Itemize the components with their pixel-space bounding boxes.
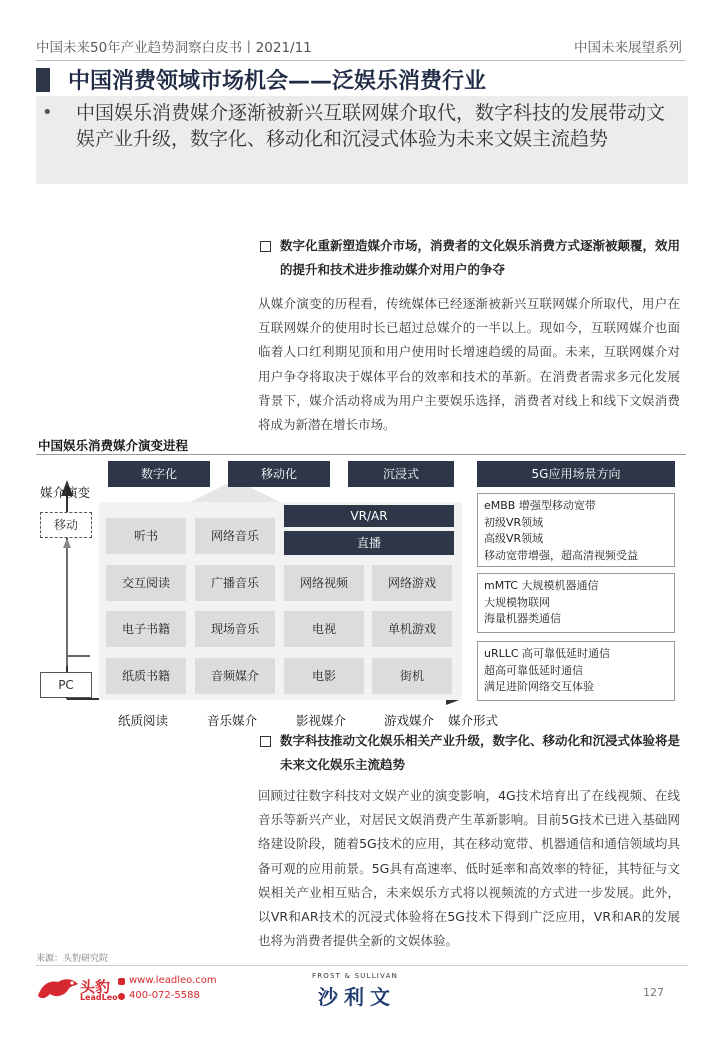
g5-embb-item: 初级VR领域: [484, 515, 544, 529]
diagram-title-divider: [36, 454, 686, 455]
diagram-title: 中国娱乐消费媒介演变进程: [38, 438, 189, 453]
cell-online-video: 网络视频: [284, 565, 364, 601]
cell-online-game: 网络游戏: [372, 565, 452, 601]
cell-interactive-reading: 交互阅读: [106, 565, 186, 601]
section2-paragraph: 回顾过往数字科技对文娱产业的演变影响，4G技术培育出了在线视频、在线音乐等新兴产业，对居民文娱消费产生革新影响。目前5G技术已进入基础网络建设阶段，随着5G技术的应用，其在移动宽带、机器通信和通信领域均具备可观的应用前景。5G具有高速率、低时延率和高效率的特征，其特征与文娱相关产业相互贴合，未来娱乐方式将以视频流的方式进一步发展。此外，以VR和AR技术的沉浸式体验将在5G技术下得到广泛应用，VR和AR的发展也将为消费者提供全新的文娱体验。: [258, 788, 680, 949]
leadleo-leopard-icon: [36, 974, 80, 1002]
title-accent-bar: [36, 68, 50, 92]
g5-embb-item: 高级VR领域: [484, 532, 544, 545]
g5-header: 5G应用场景方向: [477, 461, 675, 487]
brand-en: LeadLeo: [80, 993, 118, 1002]
footer-divider: [36, 965, 688, 966]
checkbox-bullet-icon: [260, 736, 271, 747]
category-digital: 数字化: [108, 461, 210, 487]
banner-bullet: •: [42, 102, 53, 123]
cell-tv: 电视: [284, 611, 364, 647]
y-axis-label: 媒介演变: [40, 485, 91, 500]
g5-urllc-item: 满足进阶网络交互体验: [484, 680, 594, 693]
partner-name-cn: 沙利文: [318, 985, 396, 1009]
cell-audiobook: 听书: [106, 518, 186, 554]
live-stream-bar: 直播: [284, 531, 454, 555]
cell-audio-media: 音频媒介: [195, 658, 275, 694]
cell-paper-book: 纸质书籍: [106, 658, 186, 694]
cell-radio-music: 广播音乐: [195, 565, 275, 601]
column-label-music-media: 音乐媒介: [207, 713, 258, 728]
g5-embb-item: 移动宽带增强，超高清视频受益: [484, 548, 638, 562]
pc-to-mobile-arrow-icon: [63, 538, 71, 548]
cell-online-music: 网络音乐: [195, 518, 275, 554]
cell-standalone-game: 单机游戏: [372, 611, 452, 647]
column-label-film-media: 影视媒介: [296, 713, 347, 728]
g5-mmtc-title: mMTC 大规模机器通信: [484, 579, 599, 592]
banner-text: 中国娱乐消费媒介逐渐被新兴互联网媒介取代，数字科技的发展带动文娱产业升级，数字化、移动化和沉浸式体验为未来文娱主流趋势: [76, 102, 666, 150]
phone-number: 400-072-5588: [129, 990, 200, 1001]
section1-subheading: 数字化重新塑造媒介市场，消费者的文化娱乐消费方式逐渐被颠覆，效用的提升和技术进步推动媒介对用户的争夺: [280, 238, 681, 277]
cell-film: 电影: [284, 658, 364, 694]
g5-urllc-item: 超高可靠低延时通信: [484, 663, 583, 677]
section1-paragraph: 从媒介演变的历程看，传统媒体已经逐渐被新兴互联网媒介所取代，用户在互联网媒介的使用时长已超过总媒介的一半以上。现如今，互联网媒介也面临着人口红利期见顶和用户使用时长增速趋缓的局面。未来，互联网媒介对用户争夺将取决于媒体平台的效率和技术的革新。在消费者需求多元化发展背景下，媒介活动将成为用户主要娱乐选择，消费者对线上和线下文娱消费将成为新潜在增长市场。: [258, 296, 680, 433]
cell-ebook: 电子书籍: [106, 611, 186, 647]
g5-embb-title: eMBB 增强型移动宽带: [484, 499, 596, 512]
g5-urllc-title: uRLLC 高可靠低延时通信: [484, 647, 611, 660]
page-number: 127: [643, 986, 664, 999]
header-divider: [36, 60, 686, 61]
x-axis-label: 媒介形式: [448, 713, 499, 728]
website-link[interactable]: www.leadleo.com: [129, 975, 217, 986]
partner-name-en: FROST & SULLIVAN: [312, 972, 399, 980]
g5-group-urllc: [477, 641, 675, 701]
cell-live-music: 现场音乐: [195, 611, 275, 647]
web-icon: [118, 978, 125, 985]
column-label-paper-reading: 纸质阅读: [118, 713, 169, 728]
vr-ar-bar: VR/AR: [284, 505, 454, 527]
g5-group-embb: [477, 493, 675, 567]
page-title: 中国消费领域市场机会——泛娱乐消费行业: [68, 69, 487, 94]
level-mobile: 移动: [40, 512, 92, 538]
g5-mmtc-item: 海量机器类通信: [484, 612, 561, 625]
cell-arcade: 街机: [372, 658, 452, 694]
category-mobile: 移动化: [228, 461, 330, 487]
category-immersive: 沉浸式: [348, 461, 454, 487]
source-note: 来源：头豹研究院: [36, 954, 109, 964]
brand-cn: 头豹: [80, 978, 111, 996]
header-doc-title: 中国未来50年产业趋势洞察白皮书丨2021/11: [36, 40, 312, 56]
g5-group-mmtc: [477, 573, 675, 633]
checkbox-bullet-icon: [260, 241, 271, 252]
section2-subheading: 数字科技推动文化娱乐相关产业升级，数字化、移动化和沉浸式体验将是未来文化娱乐主流趋势: [280, 733, 681, 772]
column-label-game-media: 游戏媒介: [384, 713, 435, 728]
level-pc: PC: [40, 672, 92, 698]
phone-icon: [118, 993, 125, 1000]
header-series: 中国未来展望系列: [574, 40, 682, 56]
g5-mmtc-item: 大规模物联网: [484, 595, 550, 609]
